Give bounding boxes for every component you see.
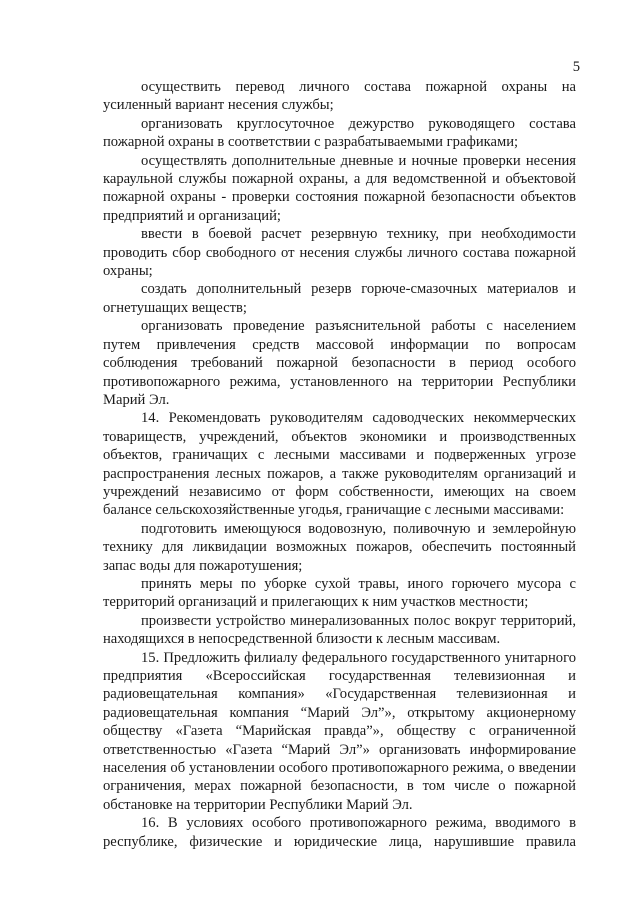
page-number: 5 bbox=[572, 59, 580, 75]
paragraph-item-14: 14. Рекомендовать руководителям садоводческих некоммерческих товариществ, учреждений, объектов экономики и производственных объектов, граничащих с лесными массивами и подверженных угрозе распространения лесных пожаров, а также руководителям организаций и учреждений независимо от форм собственности, имеющих на своем балансе сельскохозяйственные угодья, граничащие с лесными массивами: bbox=[103, 410, 576, 519]
document-body bbox=[103, 78, 576, 851]
paragraph-2: организовать круглосуточное дежурство руководящего состава пожарной охраны в соответствии с разрабатываемыми графиками; bbox=[103, 115, 576, 151]
paragraph-6: организовать проведение разъяснительной работы с населением путем привлечения средств массовой информации по вопросам соблюдения требований пожарной безопасности в период особого противопожарного режима, установленного на территории Республики Марий Эл. bbox=[103, 318, 576, 408]
paragraph-3: осуществлять дополнительные дневные и ночные проверки несения караульной службы пожарной охраны, а для ведомственной и объектовой пожарной охраны - проверки состояния пожарной безопасности объектов предприятий и организаций; bbox=[103, 152, 576, 224]
paragraph-9: принять меры по уборке сухой травы, иного горючего мусора с территорий организаций и прилегающих к ним участков местности; bbox=[103, 575, 576, 611]
paragraph-4: ввести в боевой расчет резервную технику, при необходимости проводить сбор свободного от несения службы личного состава пожарной охраны; bbox=[103, 226, 576, 280]
paragraph-1: осуществить перевод личного состава пожарной охраны на усиленный вариант несения службы; bbox=[103, 79, 576, 114]
paragraph-item-15: 15. Предложить филиалу федерального государственного унитарного предприятия «Всероссийская государственная телевизионная и радиовещательная компания» «Государственная телевизионная и радиовещательная компания “Марий Эл”», открытому акционерному обществу «Газета “Марийская правда”», обществу с ограниченной ответственностью «Газета “Марий Эл”» организовать информирование населения об установлении особого противопожарного режима, о введении ограничения, мерах пожарной безопасности, в том числе о пожарной обстановке на территории Республики Марий Эл. bbox=[103, 649, 576, 813]
paragraph-10: произвести устройство минерализованных полос вокруг территорий, находящихся в непосредственной близости к лесным массивам. bbox=[103, 612, 576, 648]
paragraph-5: создать дополнительный резерв горюче-смазочных материалов и огнетушащих веществ; bbox=[103, 281, 576, 316]
paragraph-item-16: 16. В условиях особого противопожарного режима, вводимого в республике, физические и юридические лица, нарушившие правила bbox=[103, 815, 576, 850]
paragraph-8: подготовить имеющуюся водовозную, поливочную и землеройную технику для ликвидации возможных пожаров, обеспечить постоянный запас воды для пожаротушения; bbox=[103, 520, 576, 574]
